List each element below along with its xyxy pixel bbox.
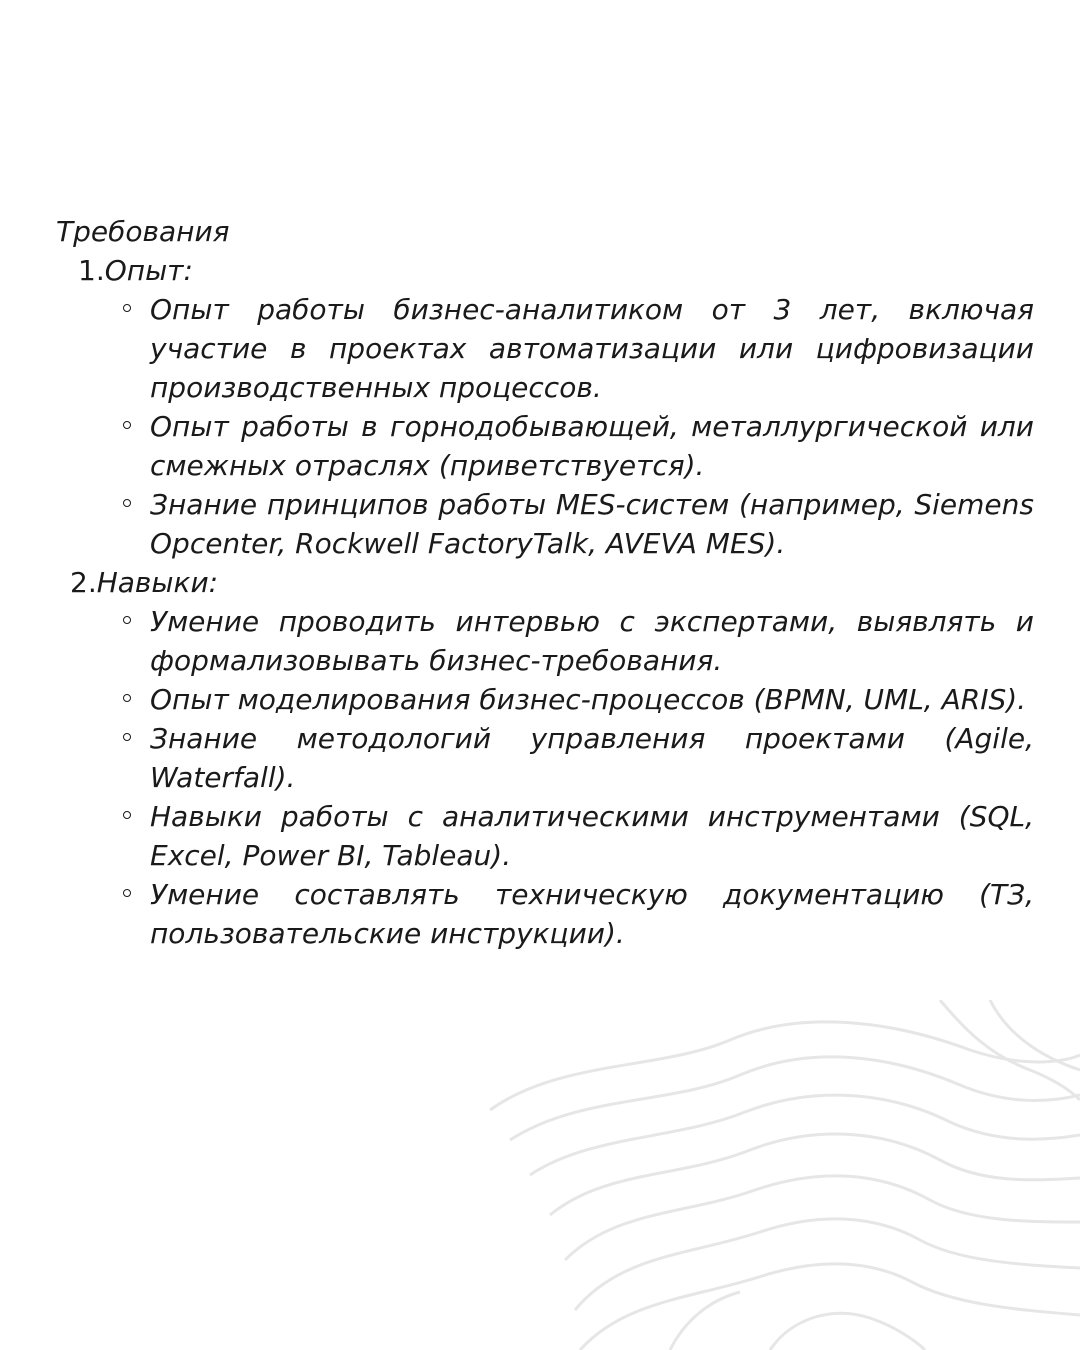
topographic-lines-decoration [470,1000,1080,1350]
circle-bullet-icon [123,811,131,819]
list-item: Знание методологий управления проектами (Agile, Waterfall). [150,719,1034,797]
circle-bullet-icon [123,421,131,429]
experience-list [56,290,1034,563]
item-number: 2. [70,566,97,599]
skills-list [56,602,1034,953]
list-item: Умение проводить интервью с экспертами, выявлять и формализовывать бизнес-требования. [150,602,1034,680]
circle-bullet-icon [123,694,131,702]
circle-bullet-icon [123,616,131,624]
list-item: Знание принципов работы MES-систем (например, Siemens Opcenter, Rockwell FactoryTalk, AVEVA MES). [150,485,1034,563]
item-title: Навыки: [96,566,219,599]
circle-bullet-icon [123,889,131,897]
section-heading: Требования [56,215,230,248]
numbered-item-skills [56,563,1034,602]
list-item: Навыки работы с аналитическими инструментами (SQL, Excel, Power BI, Tableau). [150,797,1034,875]
list-item: Опыт работы в горнодобывающей, металлургической или смежных отраслях (приветствуется). [150,407,1034,485]
item-title: Опыт: [104,254,193,287]
requirements-document [56,212,1034,953]
circle-bullet-icon [123,733,131,741]
list-item: Опыт работы бизнес-аналитиком от 3 лет, включая участие в проектах автоматизации или цифровизации производственных процессов. [150,290,1034,407]
circle-bullet-icon [123,499,131,507]
circle-bullet-icon [123,304,131,312]
numbered-item-experience [56,251,1034,290]
list-item: Опыт моделирования бизнес-процессов (BPMN, UML, ARIS). [150,680,1034,719]
list-item: Умение составлять техническую документацию (ТЗ, пользовательские инструкции). [150,875,1034,953]
item-number: 1. [78,254,105,287]
